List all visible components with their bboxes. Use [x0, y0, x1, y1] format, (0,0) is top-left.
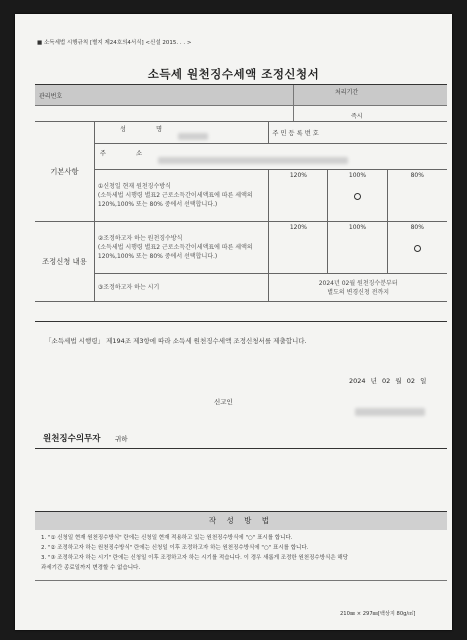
instruction-item-4: 과세기간 종료일까지 변경할 수 없습니다.	[41, 565, 141, 571]
new-method-cell: ②조정하고자 하는 원천징수방식 (소득세법 시행령 별표2 근로소득간이세액표에 따른 세액의 120%,100% 또는 80% 중에서 선택합니다.)	[94, 222, 268, 274]
application-date: 2024 년 02 월 02 일	[349, 377, 427, 385]
instructions-title: 작 성 방 법	[35, 511, 447, 530]
adjust-time-value: 2024년 02월 원천징수분부터 별도의 변경신청 전까지	[269, 274, 447, 302]
current-method-cell: ①신청일 현재 원천징수방식 (소득세법 시행령 별표2 근로소득간이세액표에 따른 세액의 120%,100% 또는 80% 중에서 선택합니다.)	[94, 170, 268, 222]
resident-number-field: 주 민 등 록 번 호	[269, 122, 447, 144]
instruction-item-1: 1. "① 신청일 현재 원천징수방식" 란에는 신청일 현재 적용하고 있는 원천징수방식에 "○" 표시를 합니다.	[41, 535, 293, 541]
processing-period-value: 즉시	[351, 113, 363, 120]
management-number-label: 관리번호	[39, 93, 63, 100]
new-rate-120: 120%	[269, 222, 328, 274]
submission-statement: 「소득세법 시행령」 제194조 제3항에 따라 소득세 원천징수세액 조정신청서를 제출합니다.	[45, 337, 307, 345]
form-paper	[15, 14, 452, 630]
redacted-name	[178, 133, 208, 140]
address-field: 주 소	[94, 144, 447, 170]
name-field: 성 명	[94, 122, 268, 144]
applicant-label: 신고인	[214, 398, 233, 406]
basic-section-label: 기본사항	[35, 122, 94, 222]
new-rate-80: 80%	[387, 222, 447, 274]
processing-period-label: 처리기간	[335, 89, 359, 96]
new-rate-100: 100%	[328, 222, 387, 274]
recipient-suffix: 귀하	[115, 435, 128, 443]
adjust-time-label: ③조정하고자 하는 시기	[94, 274, 268, 302]
management-box	[35, 84, 447, 122]
recipient: 원천징수의무자	[43, 434, 101, 444]
selected-circle-mark	[354, 193, 361, 200]
current-rate-80: 80%	[387, 170, 447, 222]
instruction-item-3: 3. "③ 조정하고자 하는 시기" 란에는 신청일 이후 조정하고자 하는 시기를 적습니다. 이 경우 새롭게 조정한 원천징수방식은 해당	[41, 555, 349, 561]
form-header-note: ■ 소득세법 시행규칙 [별지 제24호의4서식] <신설 2015. . . >	[37, 40, 192, 46]
instruction-item-2: 2. "② 조정하고자 하는 원천징수방식" 란에는 신청일 이후 조정하고자 하는 원천징수방식에 "○" 표시를 합니다.	[41, 545, 309, 551]
current-rate-120: 120%	[269, 170, 328, 222]
application-table	[35, 121, 447, 302]
adjust-section-label: 조정신청 내용	[35, 222, 94, 302]
current-rate-100: 100%	[328, 170, 387, 222]
form-title: 소득세 원천징수세액 조정신청서	[147, 67, 320, 81]
redacted-address	[158, 157, 348, 164]
redacted-signature	[355, 408, 425, 416]
paper-size-note: 210㎜ × 297㎜[백상지 80g/㎡]	[340, 611, 416, 617]
selected-circle-mark	[414, 245, 421, 252]
